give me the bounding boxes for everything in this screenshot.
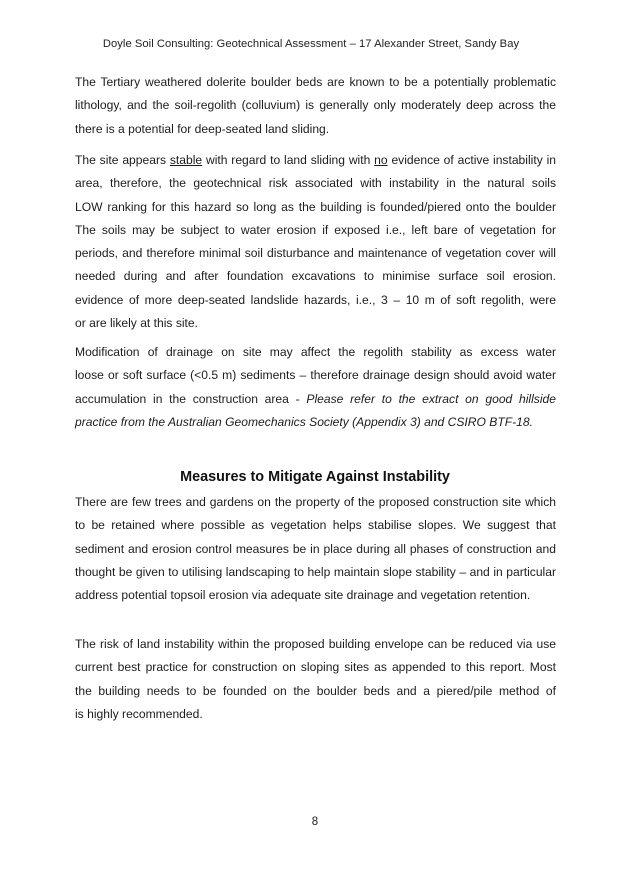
text-line: [75, 411, 556, 434]
text-line: is highly recommended.: [75, 706, 203, 721]
page-number: 8: [311, 816, 319, 828]
text-line: needed during and after foundation excavations to minimise surface soil erosion.: [75, 269, 556, 284]
italic-reference: Please refer to the extract on good hillside: [306, 391, 556, 406]
text-line: sediment and erosion control measures be in place during all phases of construction and: [75, 541, 556, 556]
text-line: There are few trees and gardens on the property of the proposed construction site which: [75, 495, 556, 509]
paragraph-site-stability: [75, 149, 556, 335]
text-line: LOW ranking for this hazard so long as the building is founded/piered onto the boulder: [75, 199, 556, 214]
text-line: the building needs to be founded on the boulder beds and a piered/pile method of: [75, 683, 556, 698]
paragraph-drainage: [75, 341, 556, 434]
text-line: periods, and therefore minimal soil disturbance and maintenance of vegetation cover will: [75, 246, 556, 261]
text-line: The soils may be subject to water erosion if exposed i.e., left bare of vegetation for: [75, 222, 556, 237]
italic-reference: practice from the Australian Geomechanics Society (Appendix 3) and CSIRO BTF-18.: [75, 414, 533, 429]
text-line: to be retained where possible as vegetation helps stabilise slopes. We suggest that: [75, 518, 556, 533]
text-line: accumulation in the construction area - Please refer to the extract on good hillside: [75, 388, 556, 411]
text-line: or are likely at this site.: [75, 316, 198, 331]
text-line: The site appears stable with regard to land sliding with no evidence of active instability in: [75, 153, 556, 167]
text-line: area, therefore, the geotechnical risk associated with instability in the natural soils: [75, 176, 556, 191]
text-line: address potential topsoil erosion via adequate site drainage and vegetation retention.: [75, 588, 531, 603]
text-line: The risk of land instability within the proposed building envelope can be reduced via use: [75, 637, 556, 651]
text-line: there is a potential for deep-seated land sliding.: [75, 121, 330, 136]
text-line: lithology, and the soil-regolith (colluvium) is generally only moderately deep across the: [75, 98, 556, 113]
text-line: loose or soft surface (<0.5 m) sediments – therefore drainage design should avoid water: [75, 368, 556, 383]
section-heading: Measures to Mitigate Against Instability: [180, 469, 450, 485]
text-line: thought be given to utilising landscaping to help maintain slope stability – and in particular: [75, 564, 556, 579]
paragraph-boulder-beds: [75, 71, 556, 141]
text-line: The Tertiary weathered dolerite boulder beds are known to be a potentially problematic: [75, 75, 556, 89]
text-line: Modification of drainage on site may affect the regolith stability as excess water: [75, 345, 556, 359]
underlined-stable: stable: [169, 153, 203, 167]
text-line: current best practice for construction on sloping sites as appended to this report. Most: [75, 660, 556, 675]
underlined-no: no: [374, 153, 388, 167]
paragraph-vegetation: [75, 491, 556, 607]
page-header: Doyle Soil Consulting: Geotechnical Assessment – 17 Alexander Street, Sandy Bay: [102, 38, 520, 50]
paragraph-land-instability: [75, 633, 556, 726]
text-line: evidence of more deep-seated landslide hazards, i.e., 3 – 10 m of soft regolith, were: [75, 292, 556, 307]
